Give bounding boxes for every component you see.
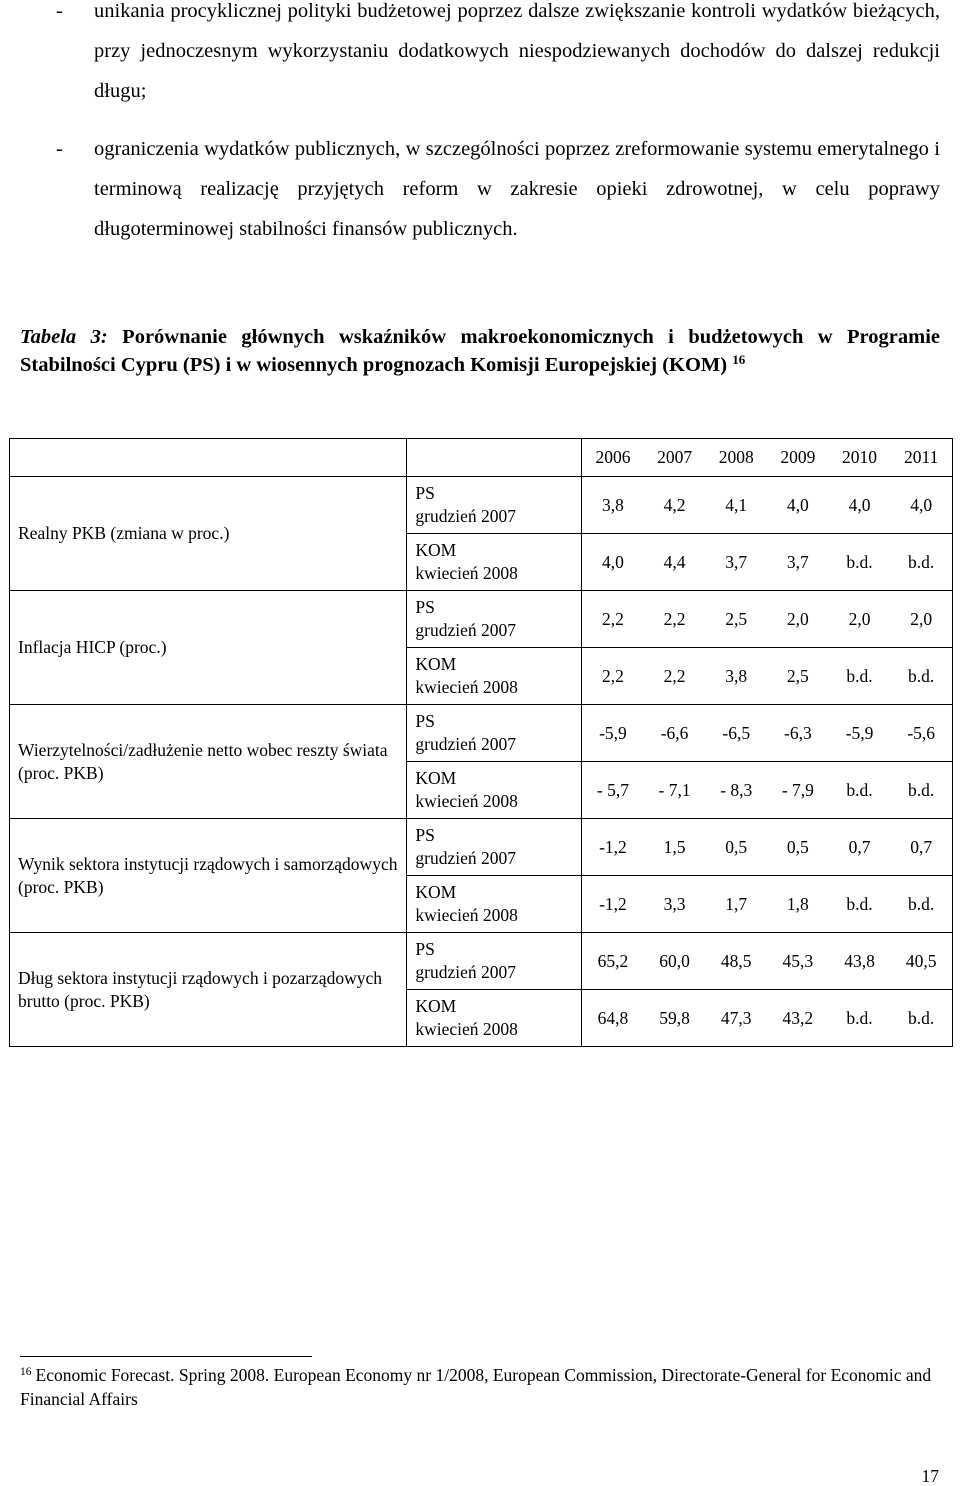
source-date: grudzień 2007 (415, 506, 516, 526)
value-cell: -5,6 (890, 705, 952, 762)
value-cell: 48,5 (705, 933, 767, 990)
source-cell (407, 990, 582, 1047)
source-label: PS (415, 711, 435, 731)
year-header: 2010 (829, 439, 891, 477)
year-header: 2009 (767, 439, 829, 477)
value-cell: 45,3 (767, 933, 829, 990)
value-cell: 60,0 (644, 933, 706, 990)
source-label: PS (415, 939, 435, 959)
value-cell: 47,3 (705, 990, 767, 1047)
source-label: PS (415, 597, 435, 617)
source-date: kwiecień 2008 (415, 791, 518, 811)
value-cell: 2,0 (829, 591, 891, 648)
year-header: 2007 (644, 439, 706, 477)
value-cell: 2,2 (644, 648, 706, 705)
value-cell: 2,0 (767, 591, 829, 648)
value-cell: 0,7 (890, 819, 952, 876)
value-cell: 0,5 (705, 819, 767, 876)
value-cell: -6,6 (644, 705, 706, 762)
source-cell (407, 477, 582, 534)
indicator-name: Wynik sektora instytucji rządowych i samorządowych (proc. PKB) (10, 819, 407, 933)
value-cell: 40,5 (890, 933, 952, 990)
value-cell: 3,8 (705, 648, 767, 705)
value-cell: 4,0 (829, 477, 891, 534)
source-label: PS (415, 825, 435, 845)
value-cell: 3,7 (767, 534, 829, 591)
source-label: KOM (415, 996, 457, 1016)
bullet-item (56, 129, 940, 249)
value-cell: -5,9 (829, 705, 891, 762)
footnote-reference: 16 (732, 352, 746, 367)
footnote-text: Economic Forecast. Spring 2008. European Economy nr 1/2008, European Commission, Directorate-General for Economic and Financial Affairs (20, 1365, 932, 1409)
page-number: 17 (921, 1466, 939, 1486)
value-cell: 3,3 (644, 876, 706, 933)
bullet-text: ograniczenia wydatków publicznych, w szczególności poprzez zreformowanie systemu emerytalnego i terminową realizację przyjętych reform w zakresie opieki zdrowotnej, w celu poprawy długoterminowej stabilności finansów publicznych. (94, 138, 940, 240)
source-date: kwiecień 2008 (415, 563, 518, 583)
value-cell: 1,8 (767, 876, 829, 933)
value-cell: -1,2 (582, 876, 644, 933)
source-cell (407, 534, 582, 591)
value-cell: b.d. (890, 762, 952, 819)
table-caption-label: Tabela 3: (20, 326, 108, 348)
table-caption (20, 323, 940, 379)
source-cell (407, 876, 582, 933)
value-cell: 0,7 (829, 819, 891, 876)
value-cell: 2,5 (767, 648, 829, 705)
value-cell: 4,0 (767, 477, 829, 534)
value-cell: - 7,9 (767, 762, 829, 819)
source-date: kwiecień 2008 (415, 677, 518, 697)
value-cell: 65,2 (582, 933, 644, 990)
year-header-row (10, 439, 953, 477)
value-cell: 4,0 (890, 477, 952, 534)
bullet-dash: - (56, 0, 63, 22)
source-cell (407, 591, 582, 648)
source-cell (407, 933, 582, 990)
source-label: KOM (415, 882, 457, 902)
value-cell: b.d. (829, 534, 891, 591)
indicator-name: Dług sektora instytucji rządowych i pozarządowych brutto (proc. PKB) (10, 933, 407, 1047)
value-cell: 2,2 (644, 591, 706, 648)
source-date: kwiecień 2008 (415, 1019, 518, 1039)
footnote (20, 1363, 942, 1411)
indicator-name: Realny PKB (zmiana w proc.) (10, 477, 407, 591)
source-cell (407, 762, 582, 819)
value-cell: -5,9 (582, 705, 644, 762)
source-date: grudzień 2007 (415, 734, 516, 754)
source-date: kwiecień 2008 (415, 905, 518, 925)
year-header: 2006 (582, 439, 644, 477)
value-cell: b.d. (890, 876, 952, 933)
table-row (10, 705, 953, 762)
value-cell: 4,1 (705, 477, 767, 534)
indicator-name: Wierzytelności/zadłużenie netto wobec reszty świata (proc. PKB) (10, 705, 407, 819)
table-row (10, 477, 953, 534)
value-cell: - 7,1 (644, 762, 706, 819)
source-label: KOM (415, 654, 457, 674)
value-cell: 0,5 (767, 819, 829, 876)
value-cell: -6,5 (705, 705, 767, 762)
value-cell: - 5,7 (582, 762, 644, 819)
bullet-dash: - (56, 138, 63, 160)
header-blank-cell (10, 439, 407, 477)
year-header: 2008 (705, 439, 767, 477)
value-cell: 4,0 (582, 534, 644, 591)
value-cell: b.d. (829, 990, 891, 1047)
footnote-number: 16 (20, 1366, 32, 1378)
value-cell: 2,2 (582, 648, 644, 705)
value-cell: 2,5 (705, 591, 767, 648)
table-row (10, 819, 953, 876)
source-label: KOM (415, 768, 457, 788)
value-cell: 2,2 (582, 591, 644, 648)
value-cell: 1,5 (644, 819, 706, 876)
value-cell: - 8,3 (705, 762, 767, 819)
table-row (10, 591, 953, 648)
value-cell: -6,3 (767, 705, 829, 762)
value-cell: 59,8 (644, 990, 706, 1047)
source-cell (407, 819, 582, 876)
table-row (10, 933, 953, 990)
indicator-name: Inflacja HICP (proc.) (10, 591, 407, 705)
table-caption-text: Porównanie głównych wskaźników makroekonomicznych i budżetowych w Programie Stabilności Cypru (PS) i w wiosennych prognozach Komisji Europejskiej (KOM) (20, 326, 941, 376)
value-cell: 4,4 (644, 534, 706, 591)
value-cell: 2,0 (890, 591, 952, 648)
source-date: grudzień 2007 (415, 848, 516, 868)
source-cell (407, 648, 582, 705)
header-blank-cell (407, 439, 582, 477)
value-cell: b.d. (890, 534, 952, 591)
value-cell: b.d. (829, 762, 891, 819)
source-cell (407, 705, 582, 762)
year-header: 2011 (890, 439, 952, 477)
source-date: grudzień 2007 (415, 962, 516, 982)
source-label: KOM (415, 540, 457, 560)
source-date: grudzień 2007 (415, 620, 516, 640)
value-cell: b.d. (829, 648, 891, 705)
footnote-separator (20, 1356, 312, 1357)
value-cell: 64,8 (582, 990, 644, 1047)
value-cell: -1,2 (582, 819, 644, 876)
value-cell: b.d. (890, 990, 952, 1047)
value-cell: 3,8 (582, 477, 644, 534)
source-label: PS (415, 483, 435, 503)
bullet-item (56, 0, 940, 111)
value-cell: b.d. (829, 876, 891, 933)
value-cell: b.d. (890, 648, 952, 705)
bullet-text: unikania procyklicznej polityki budżetowej poprzez dalsze zwiększanie kontroli wydatków bieżących, przy jednoczesnym wykorzystaniu dodatkowych niespodziewanych dochodów do dalszej redukcji długu; (94, 0, 940, 102)
value-cell: 4,2 (644, 477, 706, 534)
value-cell: 1,7 (705, 876, 767, 933)
value-cell: 43,8 (829, 933, 891, 990)
value-cell: 43,2 (767, 990, 829, 1047)
value-cell: 3,7 (705, 534, 767, 591)
macro-indicators-table (9, 438, 953, 1047)
